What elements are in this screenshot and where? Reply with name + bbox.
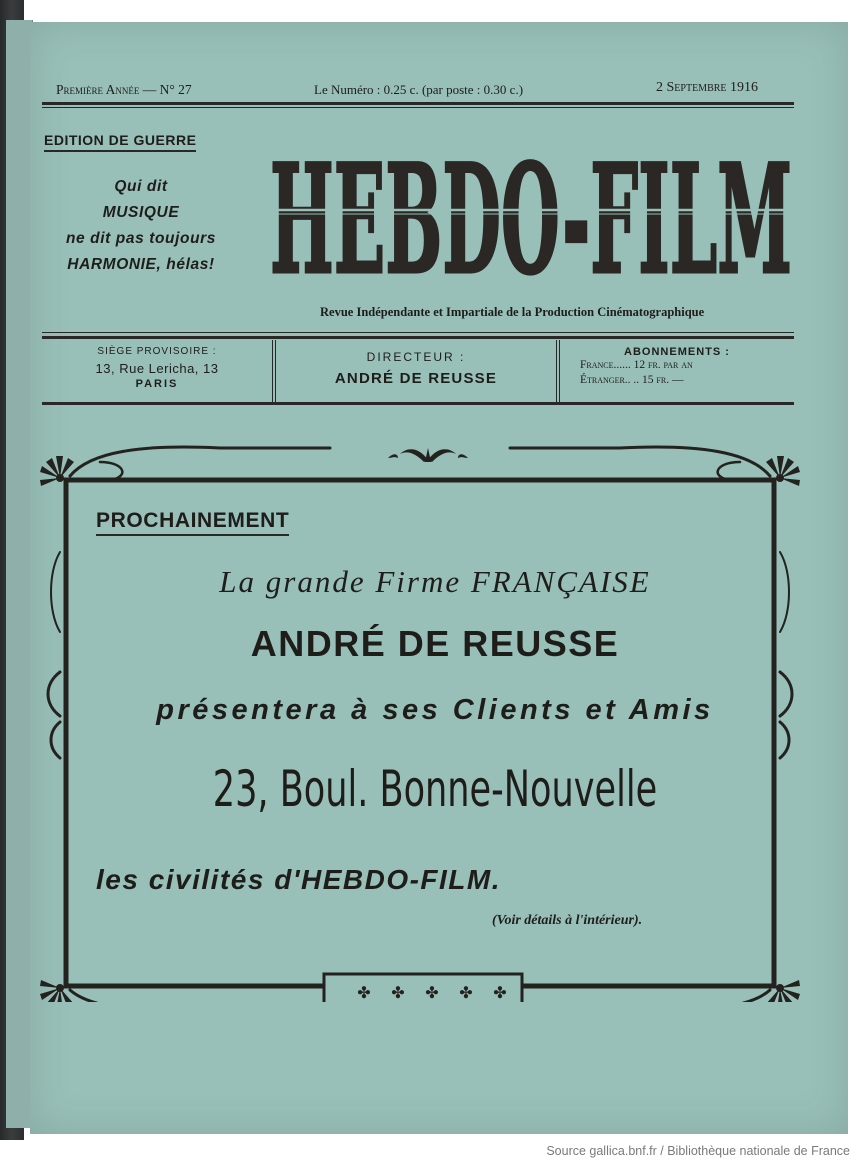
masthead-title-text: HEBDO-FILM	[270, 150, 792, 300]
director-block	[276, 340, 556, 404]
svg-text:✤: ✤	[493, 983, 507, 1002]
director-label: DIRECTEUR :	[366, 350, 466, 364]
motto	[38, 174, 244, 278]
head-office-label: SIÈGE PROVISOIRE :	[97, 346, 217, 357]
svg-text:✤: ✤	[459, 983, 473, 1002]
advert-note: (Voir détails à l'intérieur).	[492, 913, 643, 928]
motto-line: HARMONIE, hélas!	[67, 256, 215, 273]
masthead-subtitle: Revue Indépendante et Impartiale de la Production Cinématographique	[320, 305, 705, 319]
motto-line: Qui dit	[114, 178, 168, 195]
subscriptions-block	[562, 340, 792, 404]
issue-number: Première Année — N° 27	[56, 82, 192, 97]
bottom-cartouche	[324, 974, 522, 1002]
middle-rule	[42, 332, 794, 339]
top-rule	[42, 102, 794, 108]
bottom-rule	[42, 402, 794, 405]
source-footer	[0, 1140, 862, 1165]
masthead-title	[266, 150, 796, 300]
motto-line: ne dit pas toujours	[65, 230, 217, 247]
svg-text:✤: ✤	[425, 983, 439, 1002]
subscription-abroad: Étranger.. .. 15 fr. —	[580, 374, 684, 386]
motto-line: MUSIQUE	[102, 204, 180, 221]
advert-line-civilities: les civilités d'HEBDO-FILM.	[96, 864, 502, 895]
leaf-ornament	[388, 448, 468, 462]
subscription-france: France...... 12 fr. par an	[580, 359, 693, 371]
previous-page-edge	[6, 20, 33, 1128]
head-office-block	[44, 340, 270, 404]
source-credit: Source gallica.bnf.fr / Bibliothèque nationale de France	[546, 1144, 850, 1158]
head-office-city: PARIS	[135, 378, 179, 390]
subscriptions-label: ABONNEMENTS :	[624, 346, 730, 358]
magazine-cover-page	[30, 22, 848, 1134]
advert-line-company: ANDRÉ DE REUSSE	[250, 623, 620, 664]
advert-line-present: présentera à ses Clients et Amis	[156, 694, 714, 726]
issue-date: 2 Septembre 1916	[656, 80, 759, 95]
svg-text:✤: ✤	[391, 983, 405, 1002]
column-divider	[556, 340, 560, 404]
edition-label: EDITION DE GUERRE	[44, 132, 196, 152]
issue-price: Le Numéro : 0.25 c. (par poste : 0.30 c.)	[314, 82, 524, 97]
director-name: ANDRÉ DE REUSSE	[334, 370, 498, 387]
svg-text:✤: ✤	[357, 983, 371, 1002]
advert-line-address: 23, Boul. Bonne-Nouvelle	[212, 760, 658, 818]
head-office-address: 13, Rue Lericha, 13	[95, 361, 219, 376]
advert-line-firm: La grande Firme FRANÇAISE	[219, 564, 651, 599]
advert-heading: PROCHAINEMENT	[96, 509, 289, 536]
